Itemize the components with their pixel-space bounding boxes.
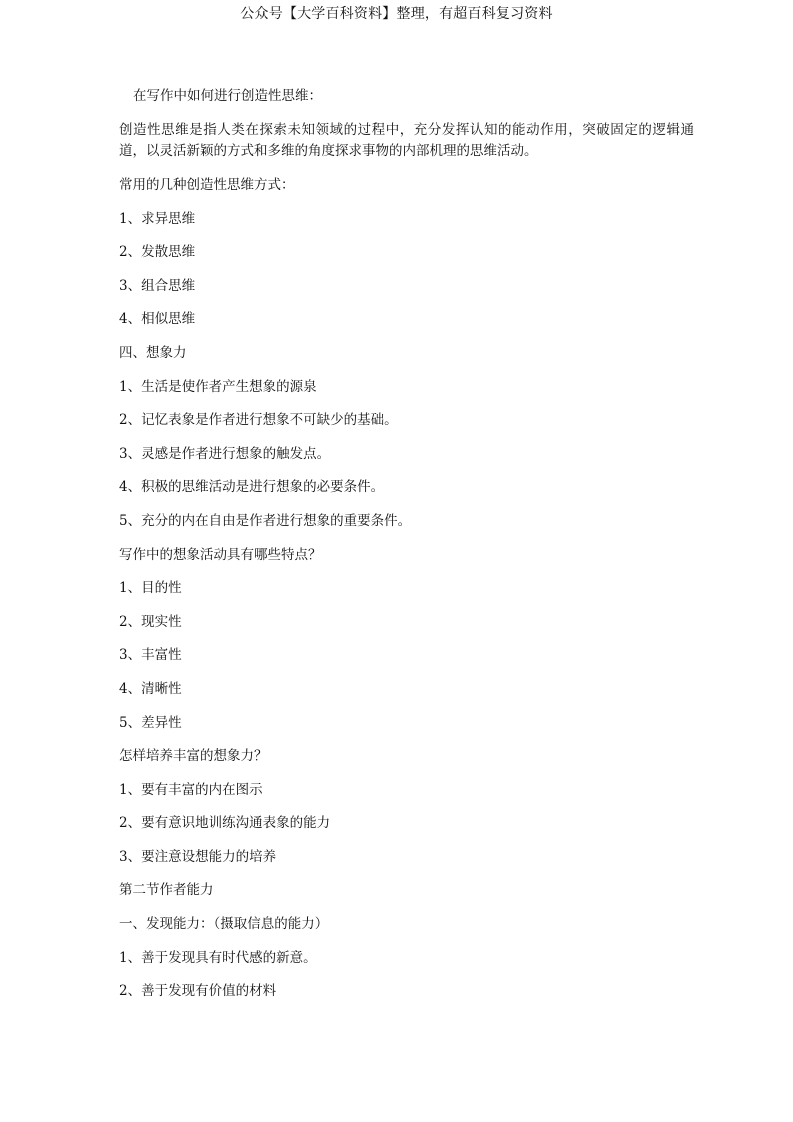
list-item: 4、清晰性 <box>119 680 182 697</box>
list-item: 2、记忆表象是作者进行想象不可缺少的基础。 <box>119 412 398 429</box>
list-item: 2、现实性 <box>119 613 182 630</box>
list-item: 1、求异思维 <box>119 210 196 227</box>
section-heading: 四、想象力 <box>119 344 187 361</box>
list-item: 4、相似思维 <box>119 311 196 328</box>
list-item: 1、善于发现具有时代感的新意。 <box>119 949 317 966</box>
list-item: 2、发散思维 <box>119 244 196 261</box>
question-heading: 写作中的想象活动具有哪些特点？ <box>119 546 322 563</box>
subsection-heading: 一、发现能力：（摄取信息的能力） <box>119 916 329 933</box>
list-item: 3、组合思维 <box>119 277 196 294</box>
list-item: 5、差异性 <box>119 714 182 731</box>
list-item: 1、生活是使作者产生想象的源泉 <box>119 378 317 395</box>
list-item: 5、充分的内在自由是作者进行想象的重要条件。 <box>119 512 412 529</box>
definition-paragraph: 创造性思维是指人类在探索未知领域的过程中，充分发挥认知的能动作用，突破固定的逻辑通道，以灵活新颖的方式和多维的角度探求事物的内部机理的思维活动。 <box>119 122 694 159</box>
list-item: 4、积极的思维活动是进行想象的必要条件。 <box>119 479 385 496</box>
question-heading: 怎样培养丰富的想象力？ <box>119 748 268 765</box>
list-item: 1、目的性 <box>119 580 182 597</box>
list-item: 3、丰富性 <box>119 647 182 664</box>
list-item: 3、要注意设想能力的培养 <box>119 848 277 865</box>
page-header: 公众号【大学百科资料】整理，有超百科复习资料 <box>240 6 553 22</box>
list-item: 3、灵感是作者进行想象的触发点。 <box>119 445 331 462</box>
list-item: 2、要有意识地训练沟通表象的能力 <box>119 815 331 832</box>
section-heading: 第二节作者能力 <box>119 882 214 899</box>
document-body <box>119 86 694 1015</box>
list-item: 2、善于发现有价值的材料 <box>119 983 277 1000</box>
text-line: 常用的几种创造性思维方式： <box>119 177 295 193</box>
section-title: 在写作中如何进行创造性思维： <box>133 88 322 104</box>
list-item: 1、要有丰富的内在图示 <box>119 781 263 798</box>
